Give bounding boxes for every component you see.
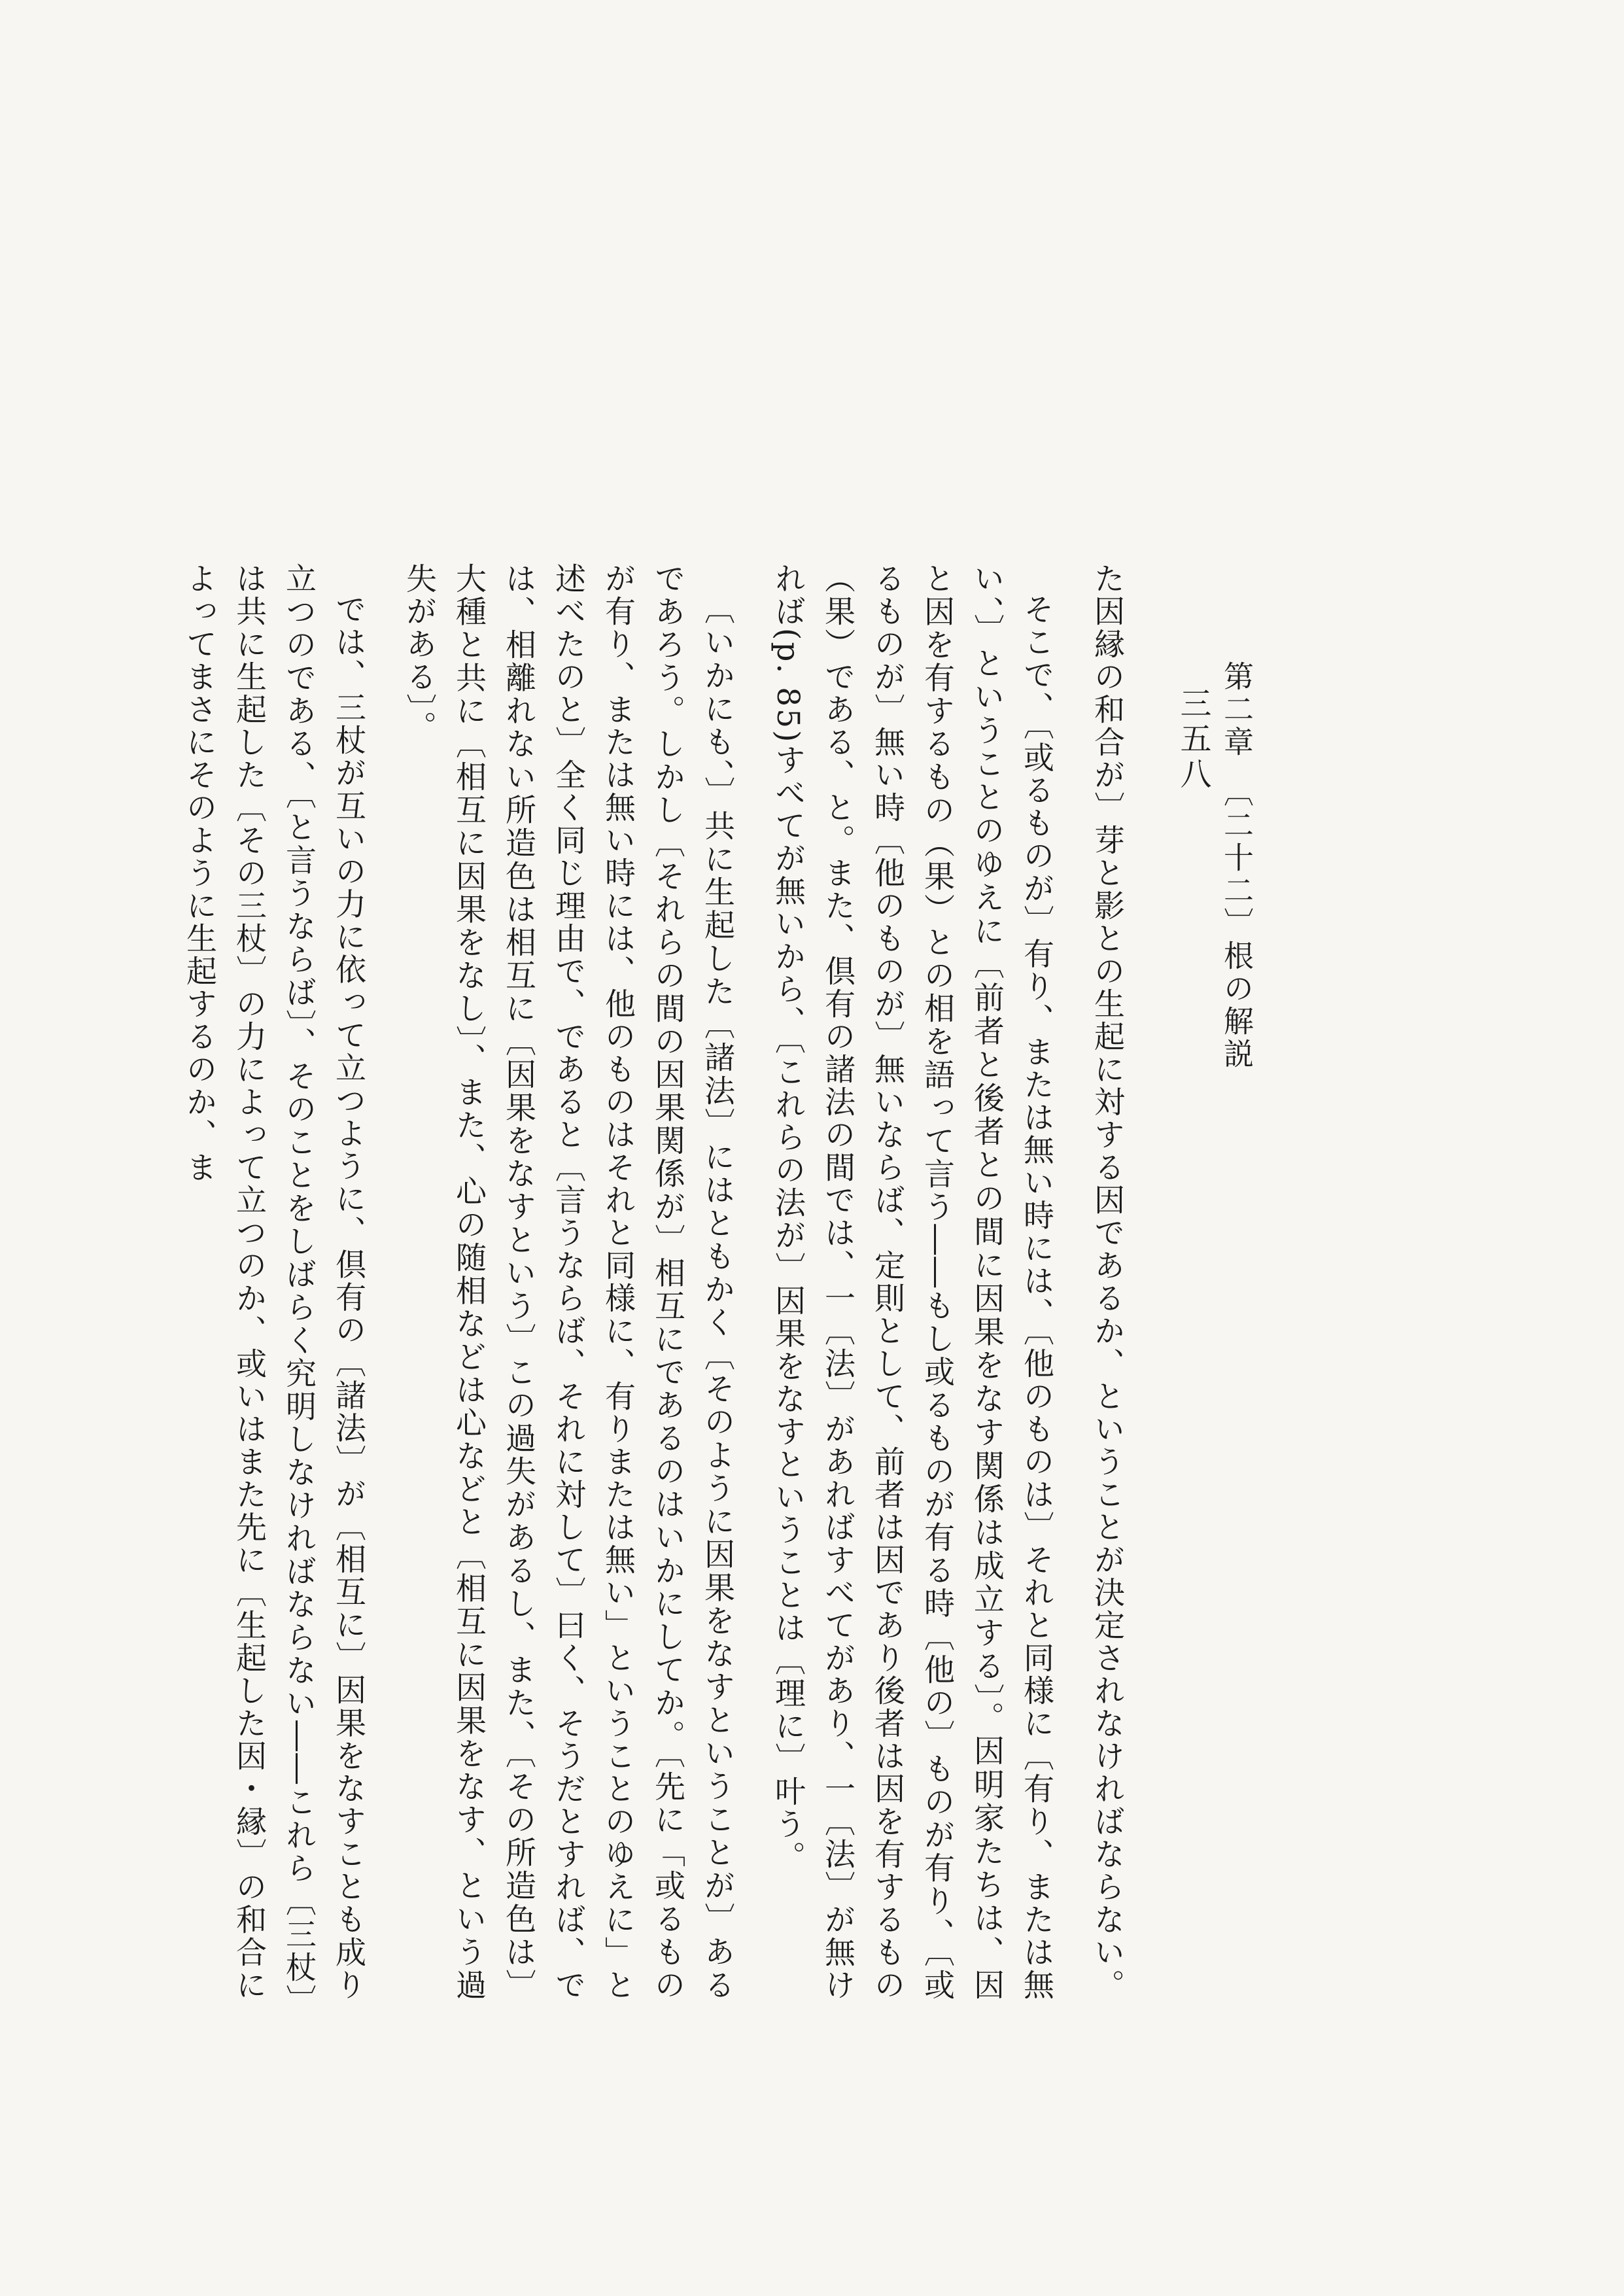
body-text — [181, 563, 1132, 2002]
paragraph: た因縁の和合が〕芽と影との生起に対する因であるか、ということが決定されなければならない。 — [1089, 563, 1125, 2002]
paragraph: 〔いかにも、〕共に生起した〔諸法〕にはともかく〔そのように因果をなすということが〕あるであろう。しかし〔それらの間の因果関係が〕相互にであるのはいかにしてか。〔先に「或るものが有り、または無い時には、他のものはそれと同様に、有りまたは無い」ということのゆえに」と述べたのと〕全く同じ理由で、であると〔言うならば、それに対して〕曰く、そうだとすれば、では、相離れない所造色は相互に〔因果をなすという〕この過失があるし、また、〔その所造色は〕大種と共に〔相互に因果をなし〕、また、心の随相などは心などと〔相互に因果をなす、という過失がある〕。 — [401, 563, 735, 2002]
paragraph: そこで、〔或るものが〕有り、または無い時には、〔他のものは〕それと同様に〔有り、または無い、〕ということのゆえに〔前者と後者との間に因果をなす関係は成立する〕。因明家たちは、因と因を有するもの（果）との相を語って言う――もし或るものが有る時〔他の〕ものが有り、〔或るものが〕無い時〔他のものが〕無いならば、定則として、前者は因であり後者は因を有するもの（果）である、と。また、倶有の諸法の間では、一〔法〕があればすべてがあり、一〔法〕が無ければ(p. 85)すべてが無いから、〔これらの法が〕因果をなすということは〔理に〕叶う。 — [770, 563, 1054, 2002]
running-header: 第二章 〔二十二〕根の解説 — [1219, 661, 1254, 1071]
page-number: 三五八 — [1175, 687, 1211, 793]
paragraph: では、三杖が互いの力に依って立つように、倶有の〔諸法〕が〔相互に〕因果をなすことも成り立つのである、〔と言うならば〕、そのことをしばらく究明しなければならない――これら〔三杖〕は共に生起した〔その三杖〕の力によって立つのか、或いはまた先に〔生起した因・縁〕の和合によってまさにそのように生起するのか、ま — [181, 563, 366, 2002]
